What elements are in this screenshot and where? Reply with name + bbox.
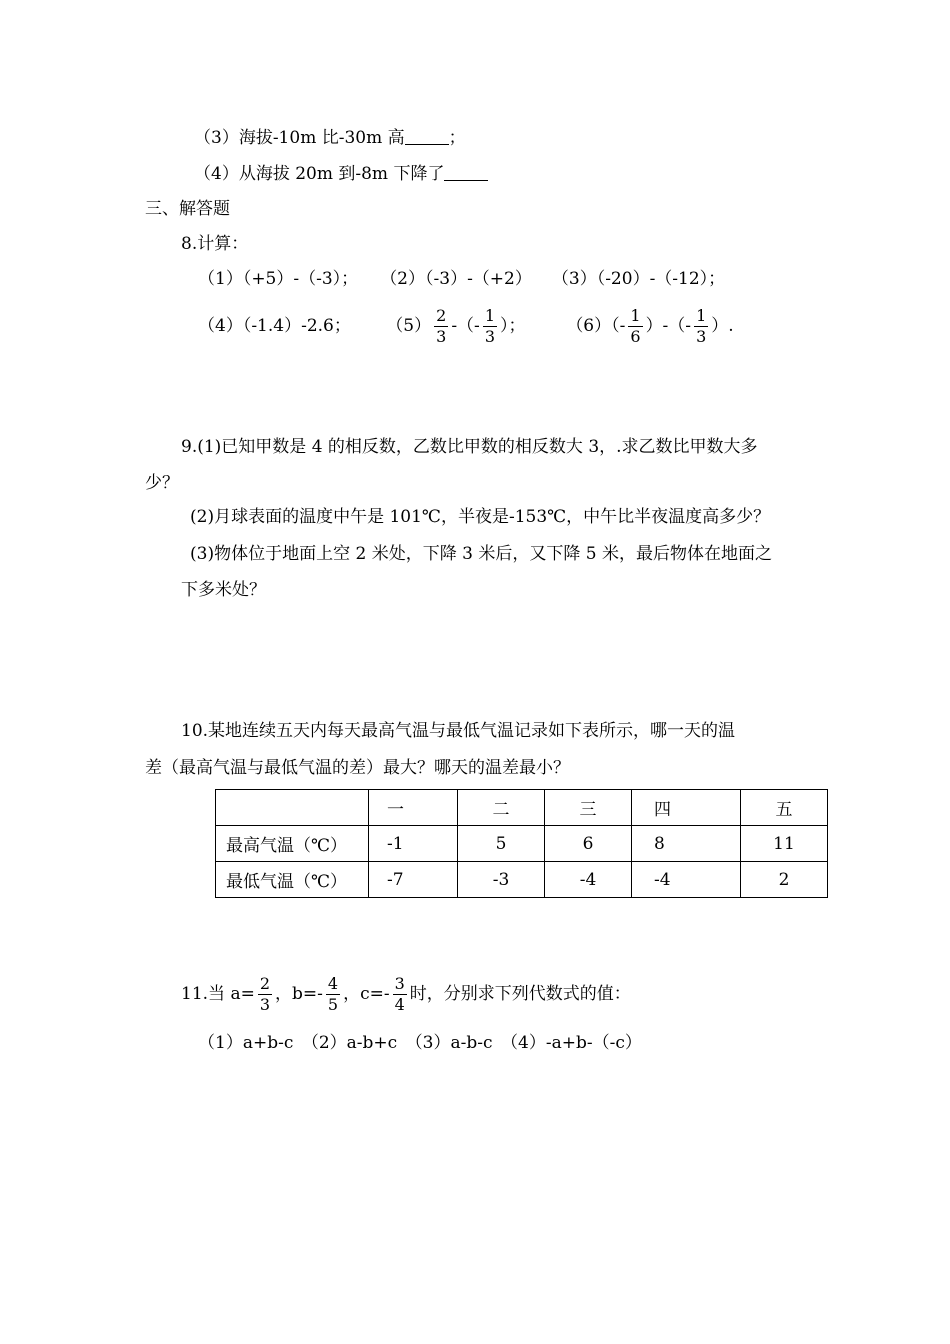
- table-cell: 四: [632, 790, 741, 826]
- q8-part-2: （2）（-3）-（+2）: [380, 269, 532, 289]
- table-cell: [216, 790, 369, 826]
- table-header-row: [216, 790, 828, 826]
- q11-fraction-c: $\frac{3}{4}$: [394, 974, 405, 1014]
- table-cell: 最高气温（℃）: [216, 826, 369, 862]
- section-3-heading: 三、解答题: [145, 199, 230, 219]
- q8-part-5-minus: -（-: [451, 316, 480, 336]
- q10-line-1: 10.某地连续五天内每天最高气温与最低气温记录如下表所示，哪一天的温: [181, 721, 736, 741]
- q9-line-4: (3)物体位于地面上空 2 米处，下降 3 米后，又下降 5 米，最后物体在地面之: [190, 544, 772, 564]
- q11-fraction-a: $\frac{2}{3}$: [259, 974, 271, 1014]
- q8-part-6-end: ）.: [711, 316, 734, 336]
- table-row: [216, 862, 828, 898]
- q8-part-6-fraction-1: $\frac{1}{6}$: [630, 306, 641, 346]
- q8-part-1: （1）（+5）-（-3）；: [198, 269, 359, 289]
- q11-b-label: ，b=-: [275, 984, 323, 1004]
- table-cell: 三: [545, 790, 632, 826]
- q3-blank: [405, 128, 449, 145]
- q11-suffix: 时，分别求下列代数式的值：: [409, 984, 631, 1004]
- temperature-table: [215, 789, 828, 898]
- table-cell: 二: [458, 790, 545, 826]
- table-cell: 五: [741, 790, 828, 826]
- table-cell: -3: [458, 862, 545, 898]
- q8-row-1: [198, 268, 725, 290]
- table-cell: -4: [545, 862, 632, 898]
- table-cell: -4: [632, 862, 741, 898]
- q11-prefix: 11.当 a=: [181, 984, 255, 1004]
- table-cell: 2: [741, 862, 828, 898]
- table-cell: 最低气温（℃）: [216, 862, 369, 898]
- q9-line-2: 少？: [145, 473, 179, 493]
- q4-text: （4）从海拔 20m 到-8m 下降了: [194, 164, 445, 184]
- q11-line-1: [181, 972, 631, 1016]
- q8-part-6-label: （6）（-: [566, 316, 626, 336]
- q3-end: ；: [448, 128, 466, 148]
- q10-line-2: 差（最高气温与最低气温的差）最大？哪天的温差最小？: [145, 758, 570, 778]
- q11-fraction-b: $\frac{4}{5}$: [327, 974, 339, 1014]
- fill-in-q4: [194, 163, 488, 185]
- q9-line-1: 9.(1)已知甲数是 4 的相反数，乙数比甲数的相反数大 3，.求乙数比甲数大多: [181, 437, 758, 457]
- q8-part-5-end: ）；: [500, 316, 526, 336]
- q9-line-5: 下多米处？: [181, 580, 266, 600]
- q8-part-6-fraction-2: $\frac{1}{3}$: [696, 306, 707, 346]
- q11-c-label: ，c=-: [343, 984, 390, 1004]
- q8-part-5-fraction-1: $\frac{2}{3}$: [436, 306, 447, 346]
- q8-part-5-fraction-2: $\frac{1}{3}$: [484, 306, 495, 346]
- table-cell: 8: [632, 826, 741, 862]
- q11-items: （1）a+b-c （2）a-b+c （3）a-b-c （4）-a+b-（-c）: [198, 1033, 642, 1053]
- q9-line-3: (2)月球表面的温度中午是 101℃，半夜是-153℃，中午比半夜温度高多少？: [190, 507, 771, 527]
- q3-text: （3）海拔-10m 比-30m 高: [194, 128, 405, 148]
- q8-part-5-label: （5）: [386, 316, 432, 336]
- table-cell: 一: [369, 790, 458, 826]
- q8-part-4: （4）（-1.4）-2.6；: [198, 316, 351, 336]
- q8-part-3: （3）（-20）-（-12）；: [551, 269, 726, 289]
- table-cell: 11: [741, 826, 828, 862]
- q8-part-6-minus: ）-（-: [645, 316, 692, 336]
- table-row: [216, 826, 828, 862]
- table-cell: 6: [545, 826, 632, 862]
- fill-in-q3: [194, 127, 466, 149]
- q8-row-2: [198, 304, 734, 348]
- table-cell: -1: [369, 826, 458, 862]
- q8-title: 8.计算：: [181, 234, 249, 254]
- table-cell: -7: [369, 862, 458, 898]
- table-cell: 5: [458, 826, 545, 862]
- q4-blank: [444, 164, 488, 181]
